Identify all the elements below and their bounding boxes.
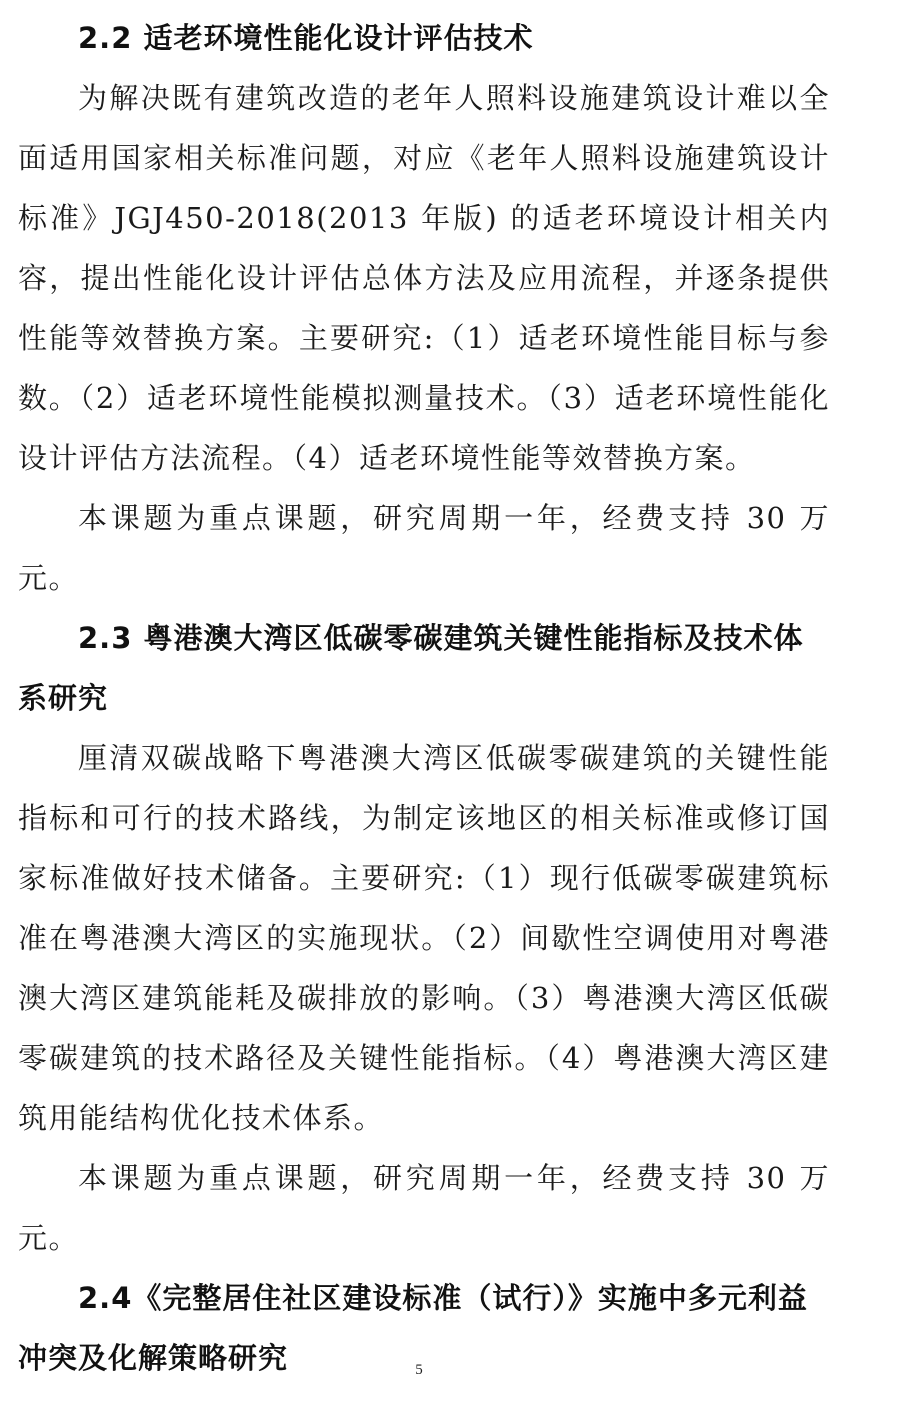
section-paragraph: 本课题为重点课题，研究周期一年，经费支持 30 万元。 (18, 1161, 830, 1255)
section-paragraph: 厘清双碳战略下粤港澳大湾区低碳零碳建筑的关键性能指标和可行的技术路线，为制定该地区的相关标准或修订国家标准做好技术储备。主要研究:（1）现行低碳零碳建筑标准在粤港澳大湾区的实施现状。（2）间歇性空调使用对粤港澳大湾区建筑能耗及碳排放的影响。（3）粤港澳大湾区低碳零碳建筑的技术路径及关键性能指标。（4）粤港澳大湾区建筑用能结构优化技术体系。 (18, 741, 830, 1135)
section-heading: 2.3 粤港澳大湾区低碳零碳建筑关键性能指标及技术体系研究 (18, 621, 804, 715)
section-heading: 2.2 适老环境性能化设计评估技术 (78, 21, 534, 55)
section-paragraph: 为解决既有建筑改造的老年人照料设施建筑设计难以全面适用国家相关标准问题，对应《老年人照料设施建筑设计标准》JGJ450-2018(2013 年版) 的适老环境设计相关内容，提出性能化设计评估总体方法及应用流程，并逐条提供性能等效替换方案。主要研究:（1）适老环境性能目标与参数。（2）适老环境性能模拟测量技术。（3）适老环境性能化设计评估方法流程。（4）适老环境性能等效替换方案。 (18, 81, 830, 475)
section-2-2 (18, 8, 830, 608)
section-paragraph: 本课题为重点课题，研究周期一年，经费支持 30 万元。 (18, 501, 830, 595)
document-page (18, 8, 830, 1388)
page-number: 5 (415, 1362, 423, 1378)
section-heading: 2.4《完整居住社区建设标准（试行）》实施中多元利益冲突及化解策略研究 (18, 1281, 808, 1375)
section-2-3 (18, 608, 830, 1268)
